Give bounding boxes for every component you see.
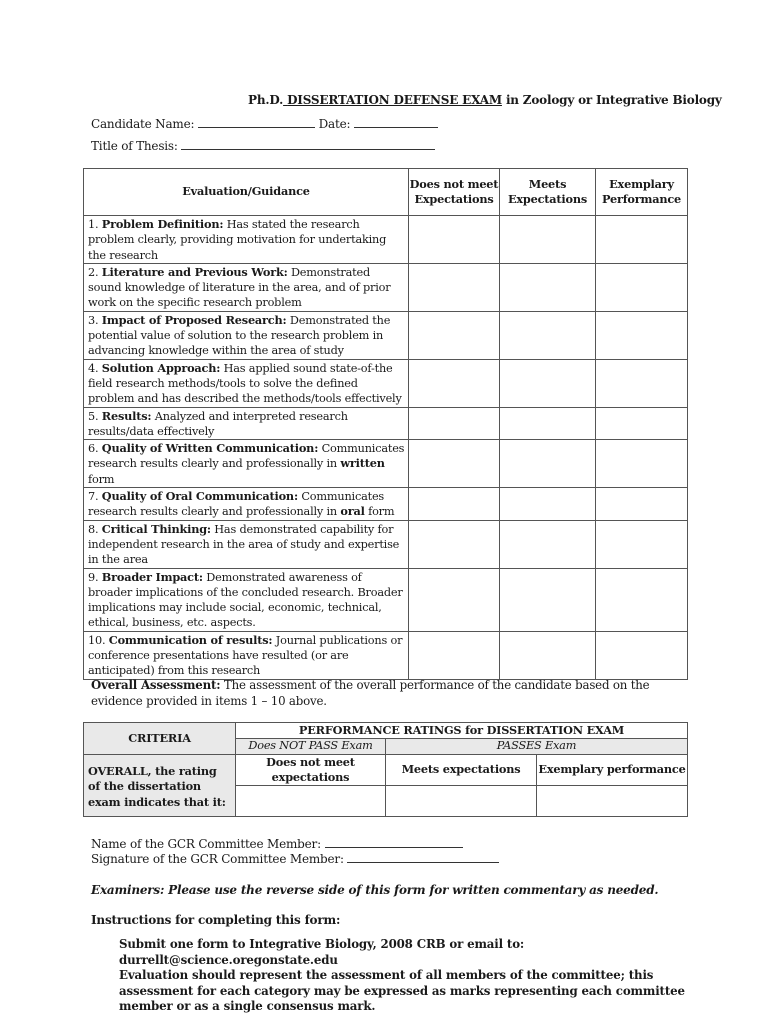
criterion-number: 6. bbox=[88, 442, 99, 456]
criterion-description: Demonstrated sound knowledge of literature in the area, and of prior work on the specific research problem bbox=[88, 265, 391, 310]
rating-box-does-not-meet[interactable] bbox=[409, 520, 500, 568]
rating-exemplary-header: Exemplary performance bbox=[537, 754, 688, 785]
criterion-number: 3. bbox=[88, 313, 99, 327]
criterion-emphasis: written bbox=[340, 456, 385, 471]
date-field[interactable] bbox=[354, 117, 438, 128]
overall-assessment-label: Overall Assessment: bbox=[91, 678, 221, 692]
evaluation-row bbox=[84, 440, 688, 488]
rating-box-does-not-meet[interactable] bbox=[409, 216, 500, 264]
criterion-number: 1. bbox=[88, 218, 99, 231]
rating-box-exemplary[interactable] bbox=[596, 568, 688, 631]
rating-box-meets[interactable] bbox=[500, 631, 596, 679]
rating-box-meets[interactable] bbox=[500, 568, 596, 631]
rating-box-meets[interactable] bbox=[500, 311, 596, 359]
criterion-title: Results: bbox=[101, 408, 152, 423]
criterion-number: 9. bbox=[88, 570, 99, 584]
criterion-cell bbox=[84, 488, 409, 521]
criterion-description: Communicates research results clearly and professionally in bbox=[88, 490, 385, 519]
criterion-description: Has stated the research problem clearly, providing motivation for undertaking the research bbox=[88, 218, 387, 262]
criterion-title: Problem Definition: bbox=[101, 217, 224, 231]
criterion-title: Quality of Oral Communication: bbox=[101, 489, 298, 504]
evaluation-row bbox=[84, 216, 688, 264]
rating-box-meets[interactable] bbox=[500, 520, 596, 568]
rating-box-meets[interactable] bbox=[500, 440, 596, 488]
evaluation-header-row bbox=[84, 169, 688, 216]
rating-box-exemplary[interactable] bbox=[596, 263, 688, 311]
rating-box-exemplary[interactable] bbox=[596, 407, 688, 440]
rating-box-exemplary[interactable] bbox=[596, 359, 688, 407]
header-exemplary: Exemplary Performance bbox=[596, 169, 688, 216]
member-name-row bbox=[91, 837, 463, 851]
date-label: Date: bbox=[318, 117, 351, 131]
criterion-cell bbox=[84, 568, 409, 631]
rating-box-exemplary[interactable] bbox=[596, 488, 688, 521]
instructions-body bbox=[119, 937, 709, 1015]
thesis-title-field[interactable] bbox=[181, 139, 435, 150]
evaluation-row bbox=[84, 488, 688, 521]
thesis-row bbox=[91, 139, 435, 153]
member-signature-label: Signature of the GCR Committee Member: bbox=[91, 852, 344, 866]
rating-box-does-not-meet[interactable] bbox=[409, 568, 500, 631]
criterion-description: Analyzed and interpreted research results/data effectively bbox=[88, 409, 348, 438]
criterion-title: Literature and Previous Work: bbox=[101, 264, 288, 279]
rating-does-not-meet-box[interactable] bbox=[236, 785, 386, 816]
criterion-title: Impact of Proposed Research: bbox=[101, 312, 287, 327]
rating-box-does-not-meet[interactable] bbox=[409, 440, 500, 488]
criterion-cell bbox=[84, 359, 409, 407]
criterion-title: Communication of results: bbox=[108, 632, 273, 647]
criterion-description: Has demonstrated capability for independent research in the area of study and expertise in the area bbox=[88, 522, 400, 567]
rating-box-meets[interactable] bbox=[500, 263, 596, 311]
evaluation-row bbox=[84, 311, 688, 359]
rating-meets-box[interactable] bbox=[386, 785, 537, 816]
evaluation-table bbox=[83, 168, 688, 680]
header-meets: Meets Expectations bbox=[500, 169, 596, 216]
performance-ratings-header: PERFORMANCE RATINGS for DISSERTATION EXAM bbox=[236, 723, 688, 739]
criterion-number: 2. bbox=[88, 265, 99, 279]
rating-box-does-not-meet[interactable] bbox=[409, 311, 500, 359]
rating-box-exemplary[interactable] bbox=[596, 631, 688, 679]
rating-box-meets[interactable] bbox=[500, 488, 596, 521]
candidate-name-field[interactable] bbox=[198, 117, 315, 128]
instructions-heading: Instructions for completing this form: bbox=[91, 913, 341, 927]
evaluation-row bbox=[84, 263, 688, 311]
criterion-description: Demonstrated awareness of broader implications of the concluded research. Broader implications may include social, economic, technical, ethical, business, etc. aspects. bbox=[88, 570, 403, 630]
rating-box-does-not-meet[interactable] bbox=[409, 488, 500, 521]
member-name-label: Name of the GCR Committee Member: bbox=[91, 837, 321, 851]
thesis-title-label: Title of Thesis: bbox=[91, 139, 178, 153]
criterion-title: Quality of Written Communication: bbox=[101, 441, 319, 456]
rating-exemplary-box[interactable] bbox=[537, 785, 688, 816]
rating-box-does-not-meet[interactable] bbox=[409, 631, 500, 679]
criterion-cell bbox=[84, 440, 409, 488]
member-name-field[interactable] bbox=[325, 837, 463, 848]
criterion-cell bbox=[84, 631, 409, 679]
rating-box-meets[interactable] bbox=[500, 407, 596, 440]
candidate-name-label: Candidate Name: bbox=[91, 117, 195, 131]
criterion-description: Communicates research results clearly and professionally in bbox=[88, 442, 405, 471]
evaluation-row bbox=[84, 568, 688, 631]
criterion-cell bbox=[84, 263, 409, 311]
passes-header: PASSES Exam bbox=[386, 739, 688, 755]
rating-does-not-meet-header: Does not meet expectations bbox=[236, 754, 386, 785]
criterion-number: 7. bbox=[88, 490, 99, 504]
evaluation-row bbox=[84, 631, 688, 679]
rating-box-does-not-meet[interactable] bbox=[409, 359, 500, 407]
rating-box-exemplary[interactable] bbox=[596, 311, 688, 359]
rating-box-exemplary[interactable] bbox=[596, 216, 688, 264]
title-suffix: in Zoology or Integrative Biology bbox=[505, 93, 722, 107]
overall-rating-label: OVERALL, the rating of the dissertation exam indicates that it: bbox=[84, 754, 236, 816]
candidate-row bbox=[91, 117, 438, 131]
criterion-number: 10. bbox=[88, 633, 106, 647]
criterion-cell bbox=[84, 520, 409, 568]
rating-box-exemplary[interactable] bbox=[596, 440, 688, 488]
rating-meets-header: Meets expectations bbox=[386, 754, 537, 785]
examiners-note: Examiners: Please use the reverse side of this form for written commentary as needed. bbox=[91, 883, 659, 897]
criterion-description: Demonstrated the potential value of solution to the research problem in advancing knowledge within the area of study bbox=[88, 313, 391, 358]
evaluation-row bbox=[84, 359, 688, 407]
criterion-title: Broader Impact: bbox=[101, 569, 203, 584]
performance-ratings-table bbox=[83, 722, 688, 817]
criterion-cell bbox=[84, 407, 409, 440]
criterion-cell bbox=[84, 216, 409, 264]
rating-box-exemplary[interactable] bbox=[596, 520, 688, 568]
rating-box-meets[interactable] bbox=[500, 359, 596, 407]
instructions-line-1: Submit one form to Integrative Biology, 2008 CRB or email to: durrellt@science.oregonstate.edu bbox=[119, 937, 525, 967]
criterion-cell bbox=[84, 311, 409, 359]
criterion-title: Critical Thinking: bbox=[101, 521, 211, 536]
criterion-emphasis: oral bbox=[340, 504, 365, 519]
header-does-not-meet: Does not meet Expectations bbox=[409, 169, 500, 216]
title-underlined: DISSERTATION DEFENSE EXAM bbox=[287, 93, 502, 107]
header-evaluation-guidance: Evaluation/Guidance bbox=[84, 169, 409, 216]
title-prefix: Ph.D. bbox=[248, 93, 284, 107]
overall-assessment bbox=[91, 678, 671, 709]
overall-assessment-text: The assessment of the overall performance of the candidate based on the evidence provided in items 1 – 10 above. bbox=[91, 678, 650, 708]
form-title bbox=[248, 93, 722, 107]
rating-box-does-not-meet[interactable] bbox=[409, 407, 500, 440]
instructions-line-2: Evaluation should represent the assessment of all members of the committee; this assessment for each category may be expressed as marks representing each committee member or as a single consensus mark. bbox=[119, 968, 685, 1013]
criterion-description: Journal publications or conference presentations have resulted (or are anticipated) from this research bbox=[88, 633, 403, 678]
criterion-description: Has applied sound state-of-the field research methods/tools to solve the defined problem and has described the methods/tools effectively bbox=[88, 361, 402, 406]
criterion-description-end: form bbox=[364, 505, 395, 519]
evaluation-row bbox=[84, 520, 688, 568]
criterion-description-end: form bbox=[88, 472, 115, 486]
criteria-header: CRITERIA bbox=[84, 723, 236, 755]
does-not-pass-header: Does NOT PASS Exam bbox=[236, 739, 386, 755]
criterion-title: Solution Approach: bbox=[101, 360, 221, 375]
criterion-number: 4. bbox=[88, 361, 99, 375]
member-signature-row bbox=[91, 852, 499, 866]
rating-box-meets[interactable] bbox=[500, 216, 596, 264]
rating-box-does-not-meet[interactable] bbox=[409, 263, 500, 311]
criterion-number: 5. bbox=[88, 409, 99, 423]
criterion-number: 8. bbox=[88, 522, 99, 536]
member-signature-field[interactable] bbox=[347, 852, 499, 863]
evaluation-row bbox=[84, 407, 688, 440]
